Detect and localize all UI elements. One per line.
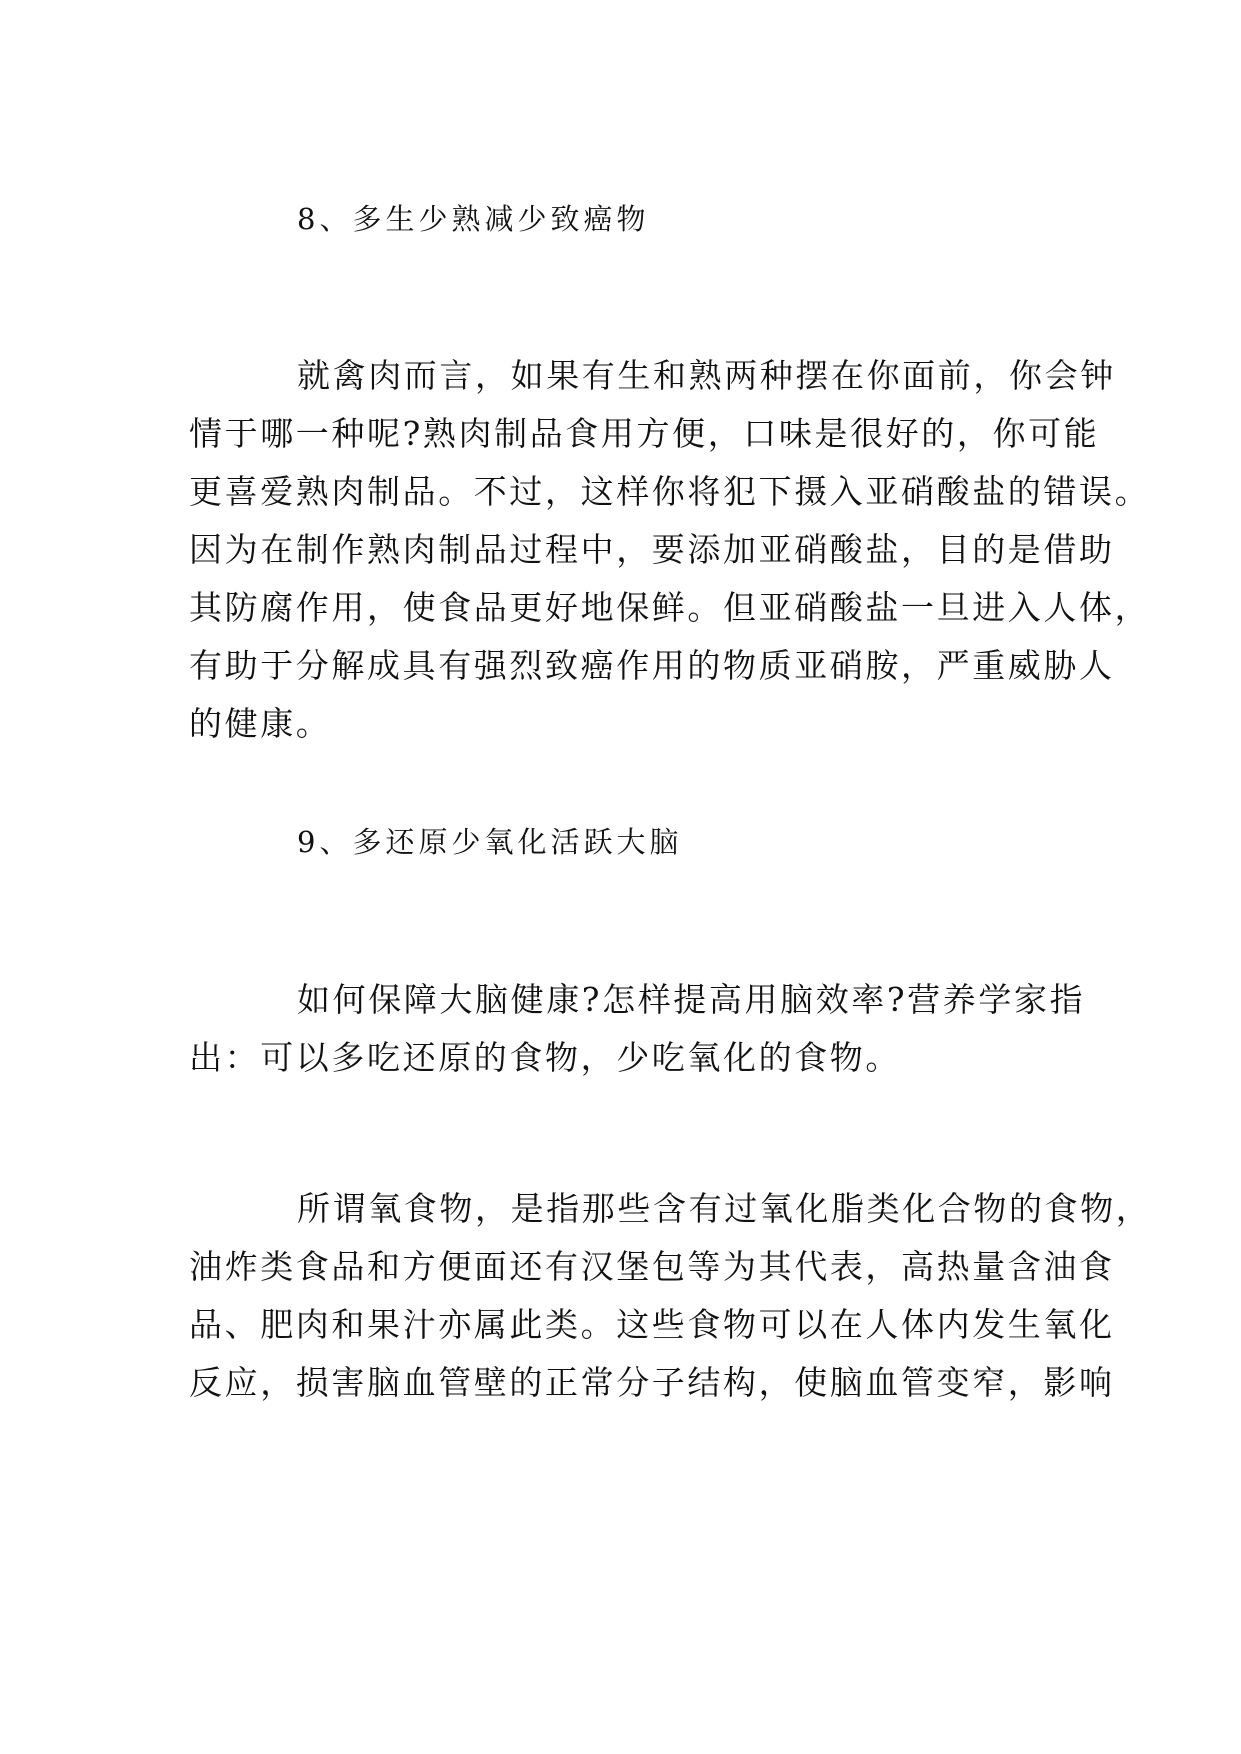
text-line: 其防腐作用，使食品更好地保鲜。但亚硝酸盐一旦进入人体， [189, 588, 1151, 627]
section-heading-8: 8、多生少熟减少致癌物 [297, 202, 650, 236]
text-line: 就禽肉而言，如果有生和熟两种摆在你面前，你会钟 [297, 356, 1116, 395]
text-line: 因为在制作熟肉制品过程中，要添加亚硝酸盐，目的是借助 [189, 530, 1115, 569]
paragraph-oxidized-food [189, 1180, 1152, 1412]
text-line: 情于哪一种呢?熟肉制品食用方便，口味是很好的，你可能 [189, 414, 1100, 453]
text-line: 品、肥肉和果汁亦属此类。这些食物可以在人体内发生氧化 [189, 1305, 1115, 1344]
text-line: 出：可以多吃还原的食物，少吃氧化的食物。 [189, 1038, 901, 1077]
text-line: 的健康。 [189, 704, 332, 743]
text-line: 所谓氧食物，是指那些含有过氧化脂类化合物的食物， [297, 1189, 1152, 1228]
text-line: 如何保障大脑健康?怎样提高用脑效率?营养学家指 [297, 980, 1086, 1019]
text-line: 更喜爱熟肉制品。不过，这样你将犯下摄入亚硝酸盐的错误。 [189, 472, 1151, 511]
text-line: 有助于分解成具有强烈致癌作用的物质亚硝胺，严重威胁人 [189, 646, 1115, 685]
text-line: 反应，损害脑血管壁的正常分子结构，使脑血管变窄，影响 [189, 1363, 1115, 1402]
text-line: 油炸类食品和方便面还有汉堡包等为其代表，高热量含油食 [189, 1247, 1115, 1286]
paragraph-brain-health [189, 971, 1086, 1087]
paragraph-raw-meat [189, 347, 1151, 753]
section-heading-9: 9、多还原少氧化活跃大脑 [297, 825, 683, 859]
